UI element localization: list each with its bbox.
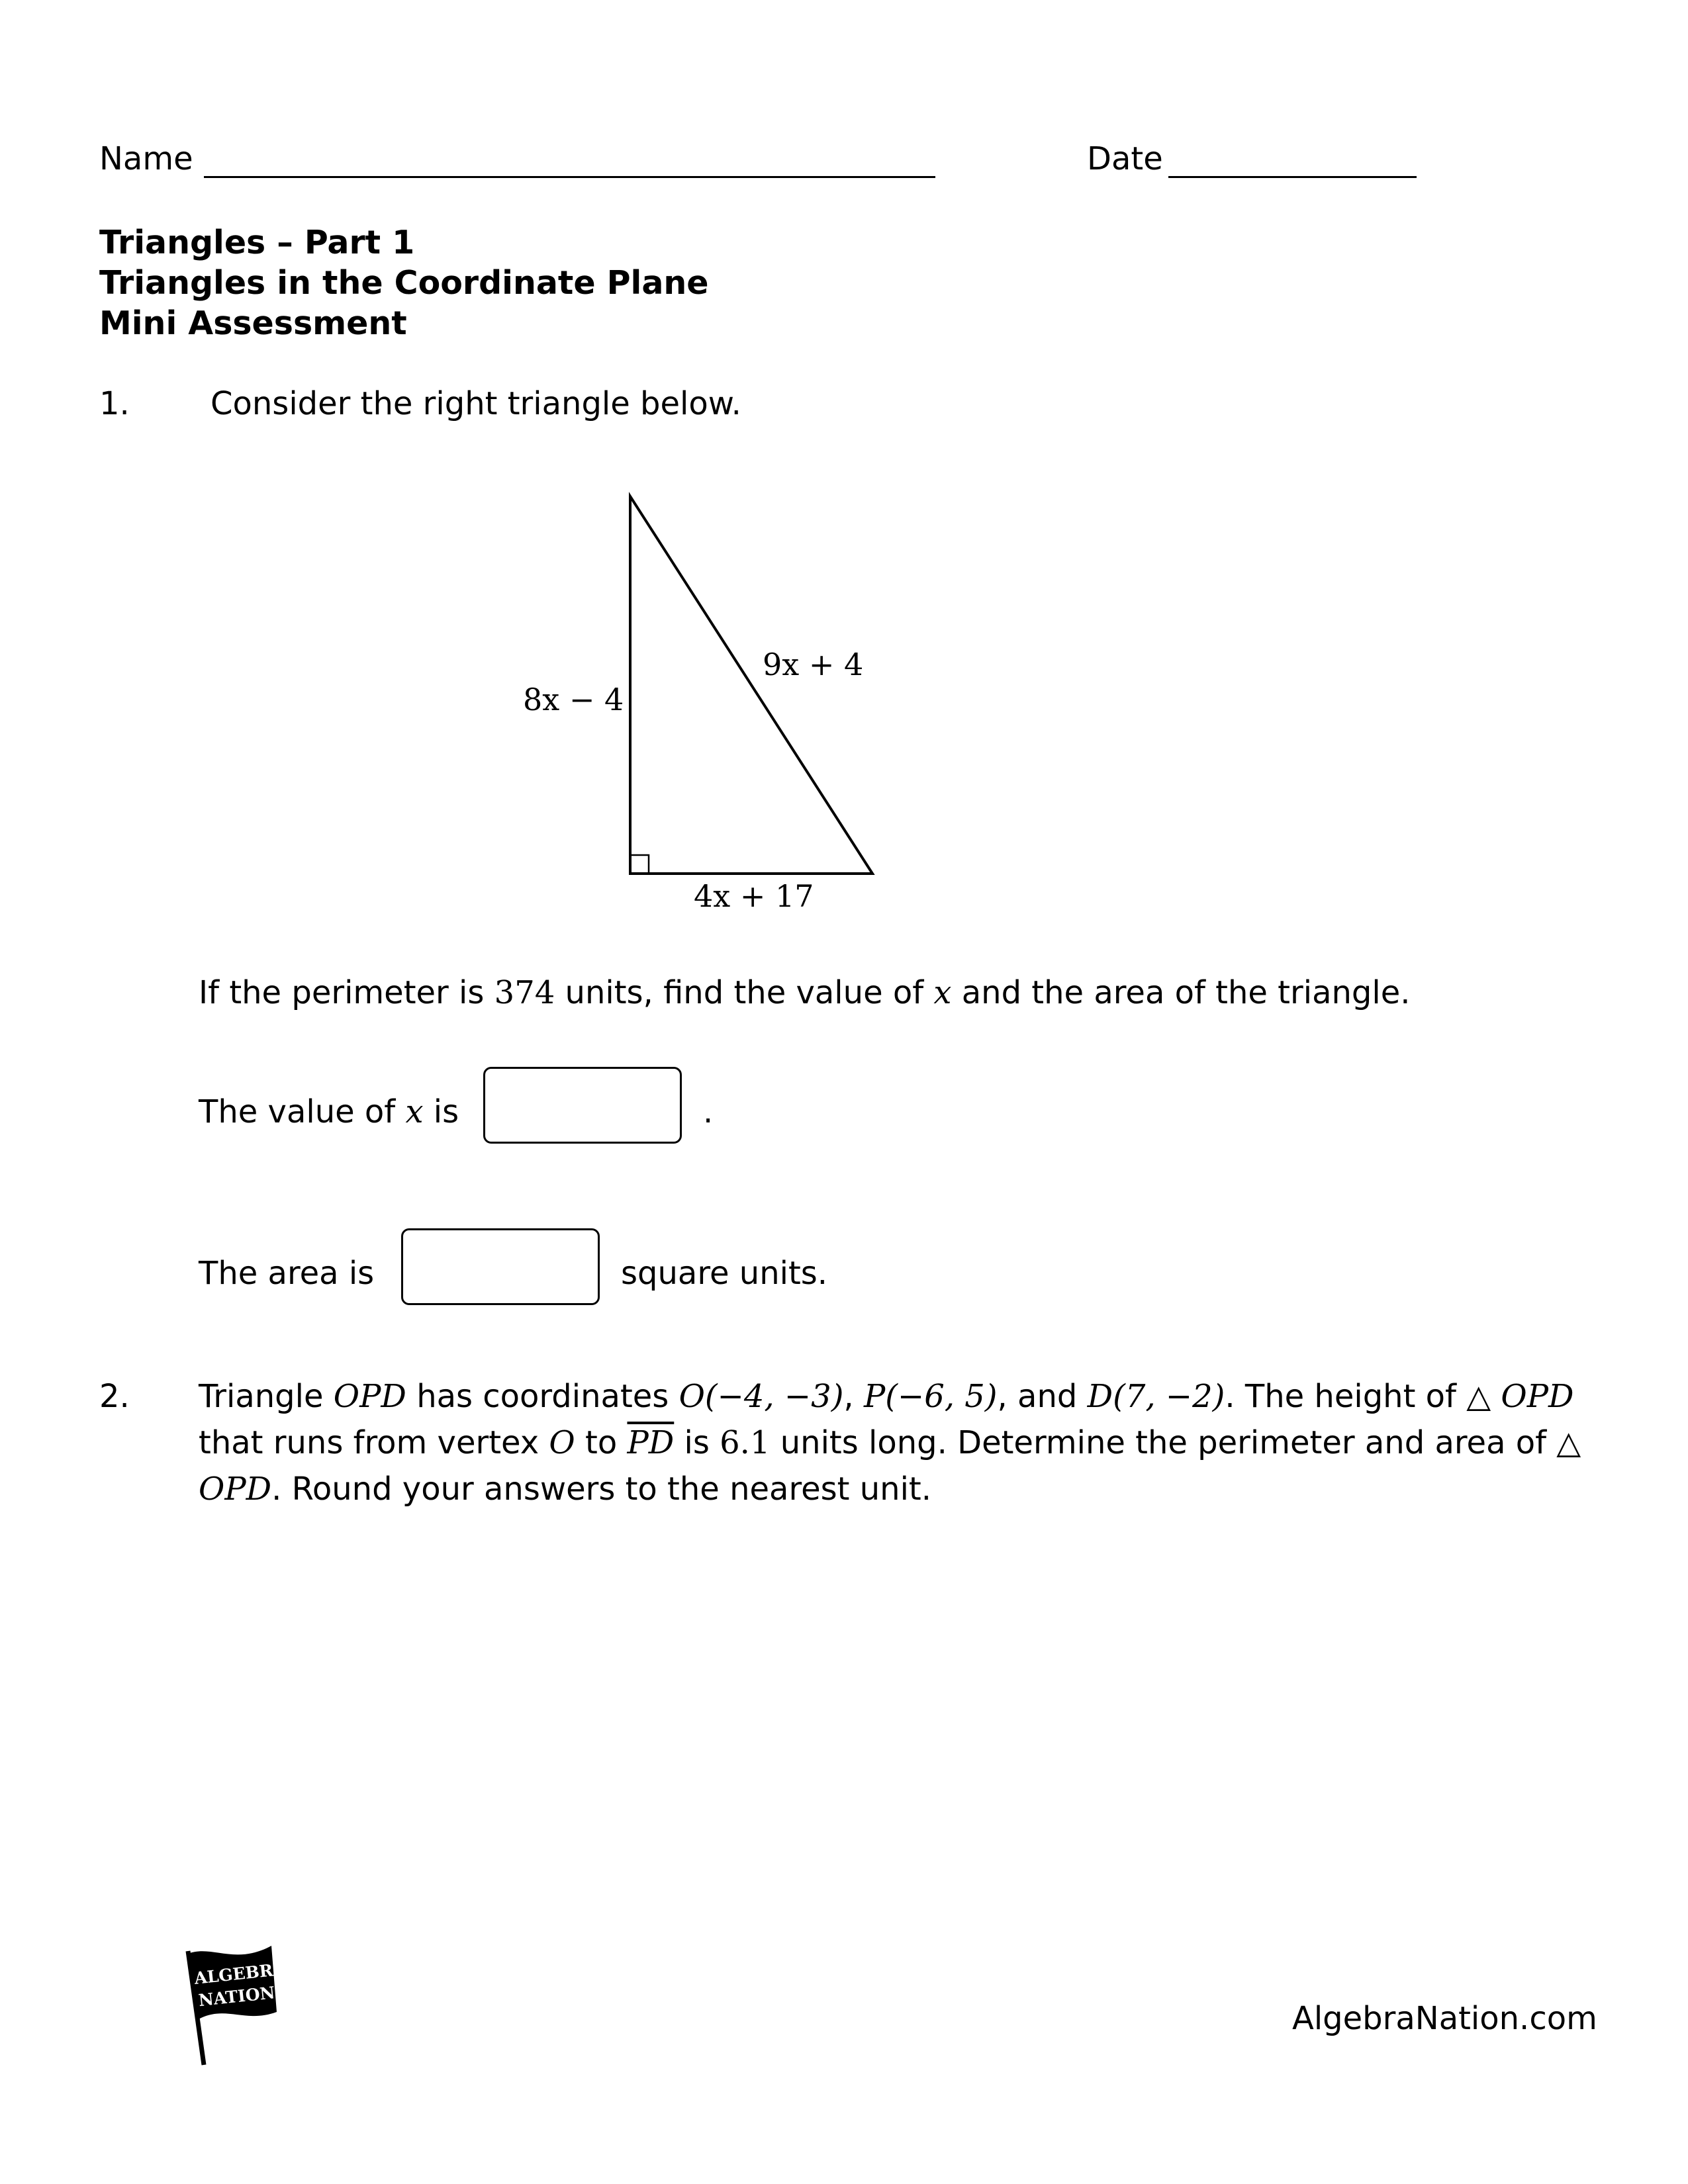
title-line-1: Triangles – Part 1 [99,224,415,261]
q1-number: 1. [99,385,130,422]
date-label: Date [1087,140,1163,177]
q2-line-1: Triangle OPD has coordinates O(−4, −3), P(−6, 5), and D(7, −2). The height of △ OPD [199,1378,1574,1415]
x-answer-box[interactable] [483,1067,682,1144]
name-label: Name [99,140,193,177]
right-angle-marker [630,855,649,874]
base-label: 4x + 17 [694,878,814,914]
area-answer-box[interactable] [401,1228,600,1305]
perimeter-value: 374 [494,974,555,1011]
x-answer-label: The value of x is [199,1093,459,1130]
logo-line-1: ALGEBRA [193,1959,287,1988]
algebra-nation-logo [172,1939,291,2071]
area-answer-label: The area is [199,1255,375,1292]
area-units-label: square units. [621,1255,828,1292]
q2-number: 2. [99,1378,130,1415]
q1-question: If the perimeter is 374 units, find the value of x and the area of the triangle. [199,974,1411,1011]
q2-line-3: OPD. Round your answers to the nearest unit. [199,1471,932,1508]
q2-line-2: that runs from vertex O to $\overline{PD}$ is 6.1 units long. Determine the perimeter and area of △ [199,1424,1581,1461]
footer-url[interactable]: AlgebraNation.com [1292,2000,1597,2037]
left-leg-label: 8x − 4 [523,682,624,717]
x-answer-period: . [703,1093,714,1130]
title-line-3: Mini Assessment [99,304,407,342]
logo-line-2: NATION [197,1983,276,2011]
q1-prompt: Consider the right triangle below. [211,385,741,422]
segment-pd: $\overline{PD}$ [627,1424,675,1461]
title-line-2: Triangles in the Coordinate Plane [99,264,709,302]
triangle-shape [630,496,872,874]
hypotenuse-label: 9x + 4 [763,647,864,682]
